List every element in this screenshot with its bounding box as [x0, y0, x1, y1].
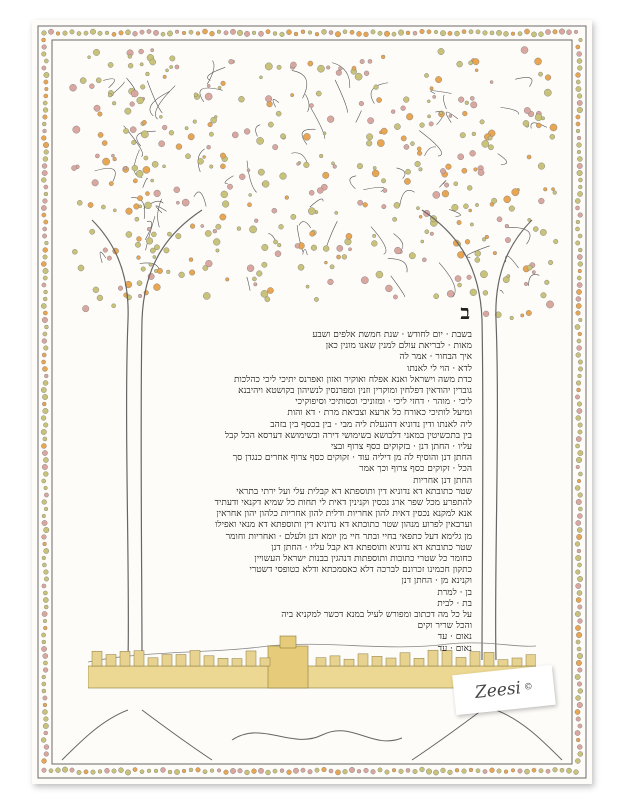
text-line: כתקון חכמינו זכרונם לברכה דלא כאסמכתא ודלא כטופסי דשטרי — [249, 565, 472, 576]
text-line: וערבאין לפרוע מנהון שטר כתובתא דא נדוניא דין ותוספתא דא מנאי ואפילו — [215, 520, 472, 531]
text-line: ומיעל לותיכי כאורח כל ארעא וצביאת מרת · דא והות — [287, 408, 472, 419]
text-line: וקנינא מן · החתן דנן — [401, 576, 472, 587]
text-line: על כל מה דכתוב ומפורש לעיל במנא דכשר למקניא ביה — [281, 610, 472, 620]
text-line: גוברין יהודאין דפלחין ומוקרין וזנין ומפרנסין לנשיהון בקושטא ויהיבנא — [238, 386, 472, 396]
text-line: הכל · זקוקים כסף צרוף וכך אמר — [359, 464, 472, 475]
text-line: אנא למקנא נכסין דאית להון אחריות ודלית להון אחריות כלהון יהון אחראין — [216, 509, 472, 520]
text-line: החתן דנן והוסיף לה מן דיליה עוד · זקוקים כסף צרוף אחרים כנגדן סך — [232, 453, 472, 464]
text-line: בין בתכשיטין במאני דלבושא בשימושי דירה ובשימושא דערסא הכל קבל — [224, 430, 472, 441]
text-line: איך הבחור · אמר לה — [399, 352, 472, 363]
header-letter: ב — [460, 300, 470, 324]
text-line: מן גלימא דעל כתפאי בחיי ובתר חיי מן יומא דנן ולעלם · ואחריות וחומר — [225, 531, 472, 542]
logo-text: Zeesi — [474, 678, 522, 703]
text-line: שטר כתובתא דא נדוניא דין ותוספתא דא קבלית עלי ועל ירתי בתראי — [236, 486, 472, 497]
text-line: מאות · לבריאת עולם למנין שאנו מונין כאן — [325, 341, 472, 352]
text-line: ליכי · מוהר · דחזי ליכי · ומזוניכי וכסותיכי וסיפוקיכי — [295, 397, 472, 408]
text-line: להתפרע מכל שפר ארג נכסין וקנינין דאית לי תחות כל שמיא דקנאי ודעתיד — [214, 498, 472, 508]
text-line: בת · לבית — [437, 598, 472, 609]
text-line: כחומר כל שטרי כתובות ותוספתות דנהגין בבנות ישראל העשויין — [254, 554, 472, 564]
text-line: שטר כתובתא דא נדוניא ותוספתא דא קבל עליו · החתן דנן — [271, 542, 472, 553]
text-line: והכל שריר וקים — [417, 621, 472, 632]
text-line: נאום · עד — [437, 632, 472, 643]
text-line: כדת משה וישראל ואנא אפלח ואוקיר ואזון ואפרנס יתיכי ליכי כהלכות — [233, 374, 472, 385]
text-line: בשבת · יום לחודש · שנת חמשת אלפים ושבע — [312, 330, 472, 340]
text-line: נאום · עד — [437, 643, 472, 654]
text-line: החתן דנן אחריות — [413, 475, 472, 486]
text-line: לדא · הוי לי לאנתו — [407, 363, 472, 374]
text-line: עליו · החתן דנן · בזקוקים כסף צרוף ובצי — [330, 442, 472, 452]
text-line: ליה לאנתו ודין נדוניא דהנעלת ליה מבי · בין בכסף בין בזהב — [270, 419, 472, 430]
copyright-mark: © — [523, 681, 534, 693]
text-line: בן · למרת — [437, 587, 472, 598]
ketubah-text — [144, 300, 472, 660]
